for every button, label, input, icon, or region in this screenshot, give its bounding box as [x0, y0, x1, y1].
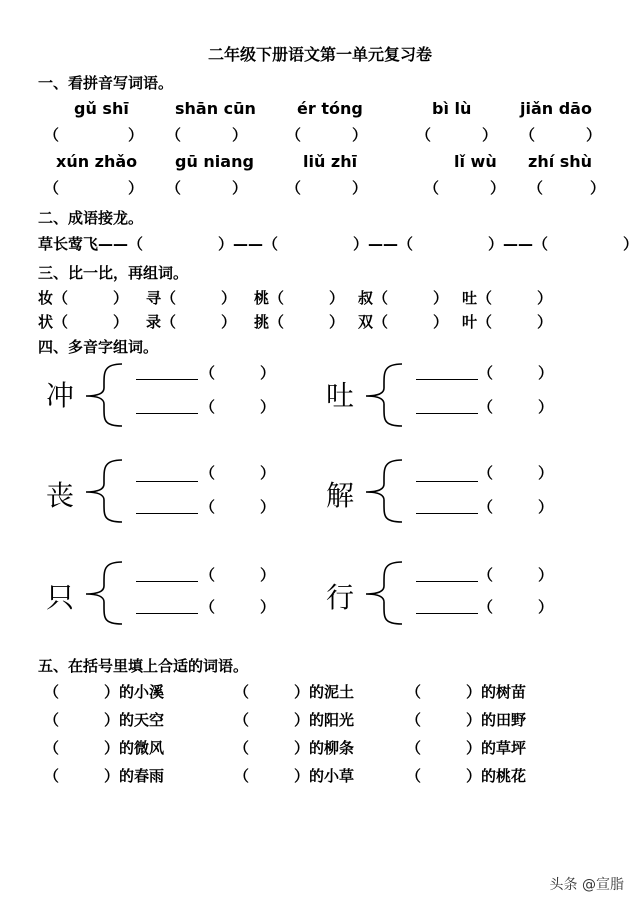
compare-item[interactable]: 双（ ） — [358, 313, 449, 331]
answer-paren-open[interactable]: （ — [286, 179, 302, 197]
polyphone-char: 冲 — [46, 379, 75, 412]
answer-paren-close: ） — [352, 126, 368, 144]
answer-line[interactable] — [416, 481, 478, 482]
compare-item[interactable]: 寻（ ） — [146, 289, 237, 307]
fill-phrase[interactable]: （ ）的树苗 — [406, 683, 527, 701]
compare-item[interactable]: 妆（ ） — [38, 289, 129, 307]
answer-line[interactable] — [136, 481, 198, 482]
polyphone-char: 吐 — [326, 379, 355, 412]
answer-paren-open[interactable]: （ — [416, 126, 432, 144]
fill-phrase[interactable]: （ ）的阳光 — [234, 711, 355, 729]
fill-phrase[interactable]: （ ）的微风 — [44, 739, 165, 757]
answer-line[interactable] — [136, 413, 198, 414]
answer-paren-close: ） — [586, 126, 602, 144]
pinyin-item: zhí shù — [528, 152, 593, 171]
fill-phrase[interactable]: （ ）的天空 — [44, 711, 165, 729]
fill-phrase[interactable]: （ ）的小草 — [234, 767, 355, 785]
section-2-heading: 二、成语接龙。 — [38, 209, 144, 227]
pinyin-paren[interactable]: （ ） — [200, 364, 276, 382]
answer-paren-close: ） — [232, 179, 248, 197]
fill-phrase[interactable]: （ ）的草坪 — [406, 739, 527, 757]
pinyin-paren[interactable]: （ ） — [200, 398, 276, 416]
answer-paren-open[interactable]: （ — [166, 126, 182, 144]
pinyin-item: ér tóng — [297, 99, 363, 118]
pinyin-item: lǐ wù — [454, 152, 497, 171]
fill-phrase[interactable]: （ ）的桃花 — [406, 767, 527, 785]
answer-paren-close: ） — [352, 179, 368, 197]
answer-paren-close: ） — [232, 126, 248, 144]
idiom-chain[interactable]: 草长莺飞——（ ）——（ ）——（ ）——（ ） — [38, 235, 639, 253]
answer-paren-open[interactable]: （ — [286, 126, 302, 144]
answer-line[interactable] — [416, 613, 478, 614]
answer-line[interactable] — [416, 581, 478, 582]
compare-item[interactable]: 叶（ ） — [462, 313, 553, 331]
pinyin-item: jiǎn dāo — [520, 99, 592, 118]
answer-paren-open[interactable]: （ — [166, 179, 182, 197]
answer-paren-open[interactable]: （ — [424, 179, 440, 197]
answer-paren-close: ） — [128, 126, 144, 144]
fill-phrase[interactable]: （ ）的柳条 — [234, 739, 355, 757]
pinyin-paren[interactable]: （ ） — [478, 598, 554, 616]
polyphone-char: 只 — [46, 581, 75, 614]
answer-paren-close: ） — [128, 179, 144, 197]
polyphone-char: 行 — [326, 581, 355, 614]
pinyin-paren[interactable]: （ ） — [478, 464, 554, 482]
answer-paren-close: ） — [490, 179, 506, 197]
pinyin-paren[interactable]: （ ） — [478, 398, 554, 416]
pinyin-paren[interactable]: （ ） — [200, 566, 276, 584]
answer-paren-close: ） — [590, 179, 606, 197]
answer-line[interactable] — [136, 379, 198, 380]
fill-phrase[interactable]: （ ）的田野 — [406, 711, 527, 729]
polyphone-char: 解 — [326, 479, 355, 512]
pinyin-item: liǔ zhī — [303, 152, 358, 171]
pinyin-item: gǔ shī — [74, 99, 129, 118]
polyphone-char: 丧 — [46, 479, 75, 512]
pinyin-paren[interactable]: （ ） — [200, 598, 276, 616]
section-1-heading: 一、看拼音写词语。 — [38, 74, 174, 92]
answer-paren-open[interactable]: （ — [520, 126, 536, 144]
answer-line[interactable] — [416, 379, 478, 380]
fill-phrase[interactable]: （ ）的春雨 — [44, 767, 165, 785]
answer-paren-open[interactable]: （ — [528, 179, 544, 197]
pinyin-item: bì lù — [432, 99, 472, 118]
section-5-heading: 五、在括号里填上合适的词语。 — [38, 657, 249, 675]
watermark: 头条 @宣脂 — [549, 877, 624, 893]
answer-paren-close: ） — [482, 126, 498, 144]
answer-paren-open[interactable]: （ — [44, 179, 60, 197]
pinyin-item: gū niang — [175, 152, 254, 171]
pinyin-paren[interactable]: （ ） — [478, 498, 554, 516]
pinyin-paren[interactable]: （ ） — [200, 464, 276, 482]
answer-line[interactable] — [416, 413, 478, 414]
answer-line[interactable] — [136, 613, 198, 614]
answer-line[interactable] — [136, 513, 198, 514]
compare-item[interactable]: 状（ ） — [38, 313, 129, 331]
answer-line[interactable] — [136, 581, 198, 582]
section-4-heading: 四、多音字组词。 — [38, 338, 159, 356]
compare-item[interactable]: 录（ ） — [146, 313, 237, 331]
fill-phrase[interactable]: （ ）的小溪 — [44, 683, 165, 701]
compare-item[interactable]: 吐（ ） — [462, 289, 553, 307]
answer-paren-open[interactable]: （ — [44, 126, 60, 144]
answer-line[interactable] — [416, 513, 478, 514]
compare-item[interactable]: 叔（ ） — [358, 289, 449, 307]
pinyin-item: shān cūn — [175, 99, 256, 118]
section-3-heading: 三、比一比，再组词。 — [38, 264, 189, 282]
pinyin-item: xún zhǎo — [56, 152, 138, 171]
pinyin-paren[interactable]: （ ） — [478, 566, 554, 584]
page-title: 二年级下册语文第一单元复习卷 — [207, 45, 432, 64]
compare-item[interactable]: 桃（ ） — [254, 289, 345, 307]
pinyin-paren[interactable]: （ ） — [200, 498, 276, 516]
compare-item[interactable]: 挑（ ） — [254, 313, 345, 331]
pinyin-paren[interactable]: （ ） — [478, 364, 554, 382]
fill-phrase[interactable]: （ ）的泥土 — [234, 683, 355, 701]
